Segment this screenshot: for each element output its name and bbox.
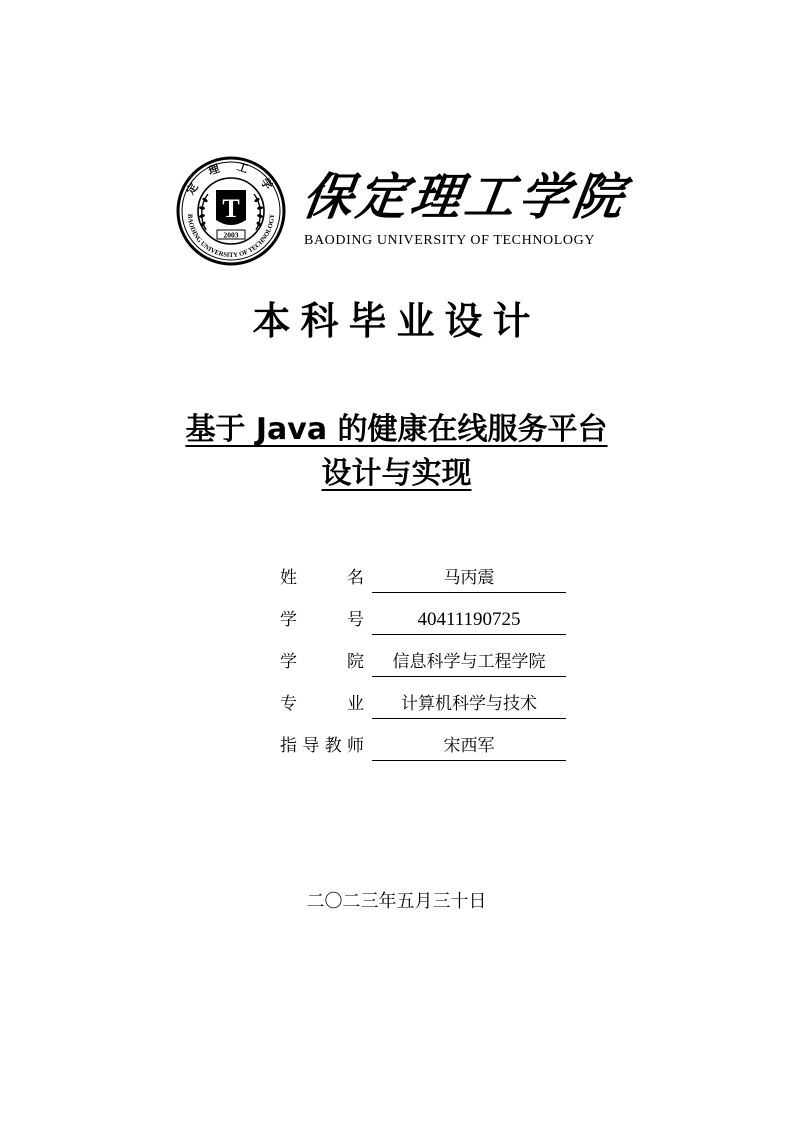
svg-text:BAODING UNIVERSITY OF TECHNOLO: BAODING UNIVERSITY OF TECHNOLOGY bbox=[185, 213, 277, 260]
college-value: 信息科学与工程学院 bbox=[372, 648, 566, 677]
university-seal-icon bbox=[176, 156, 286, 266]
info-row-advisor bbox=[280, 732, 570, 760]
info-row-student-id bbox=[280, 606, 570, 634]
info-label: 指导教师 bbox=[280, 736, 364, 756]
thesis-title-line-1-text: 基于 Java 的健康在线服务平台 bbox=[185, 412, 608, 447]
university-name-english: BAODING UNIVERSITY OF TECHNOLOGY bbox=[304, 233, 596, 248]
info-row-name bbox=[280, 564, 570, 592]
info-label: 姓 名 bbox=[280, 568, 364, 588]
university-name-chinese: 保定理工学院 bbox=[298, 167, 632, 226]
thesis-title-line-2-text: 设计与实现 bbox=[321, 456, 472, 491]
info-label: 学 号 bbox=[280, 610, 364, 630]
student-id-value: 40411190725 bbox=[372, 606, 566, 635]
info-row-college bbox=[280, 648, 570, 676]
info-label: 学 院 bbox=[280, 652, 364, 672]
svg-text:保 定 理 工 学 院: 定 理 工 学 bbox=[183, 159, 279, 198]
svg-text:2003: 2003 bbox=[223, 230, 239, 240]
info-row-major bbox=[280, 690, 570, 718]
thesis-title-line-2 bbox=[0, 454, 793, 494]
svg-text:T: T bbox=[222, 194, 240, 223]
advisor-value: 宋西军 bbox=[372, 732, 566, 761]
info-label: 专 业 bbox=[280, 694, 364, 714]
thesis-title-line-1 bbox=[0, 410, 793, 450]
major-value: 计算机科学与技术 bbox=[372, 690, 566, 719]
student-name-value: 马丙震 bbox=[372, 564, 566, 593]
document-type-heading: 本科毕业设计 bbox=[252, 298, 541, 343]
submission-date: 二〇二三年五月三十日 bbox=[306, 891, 487, 912]
